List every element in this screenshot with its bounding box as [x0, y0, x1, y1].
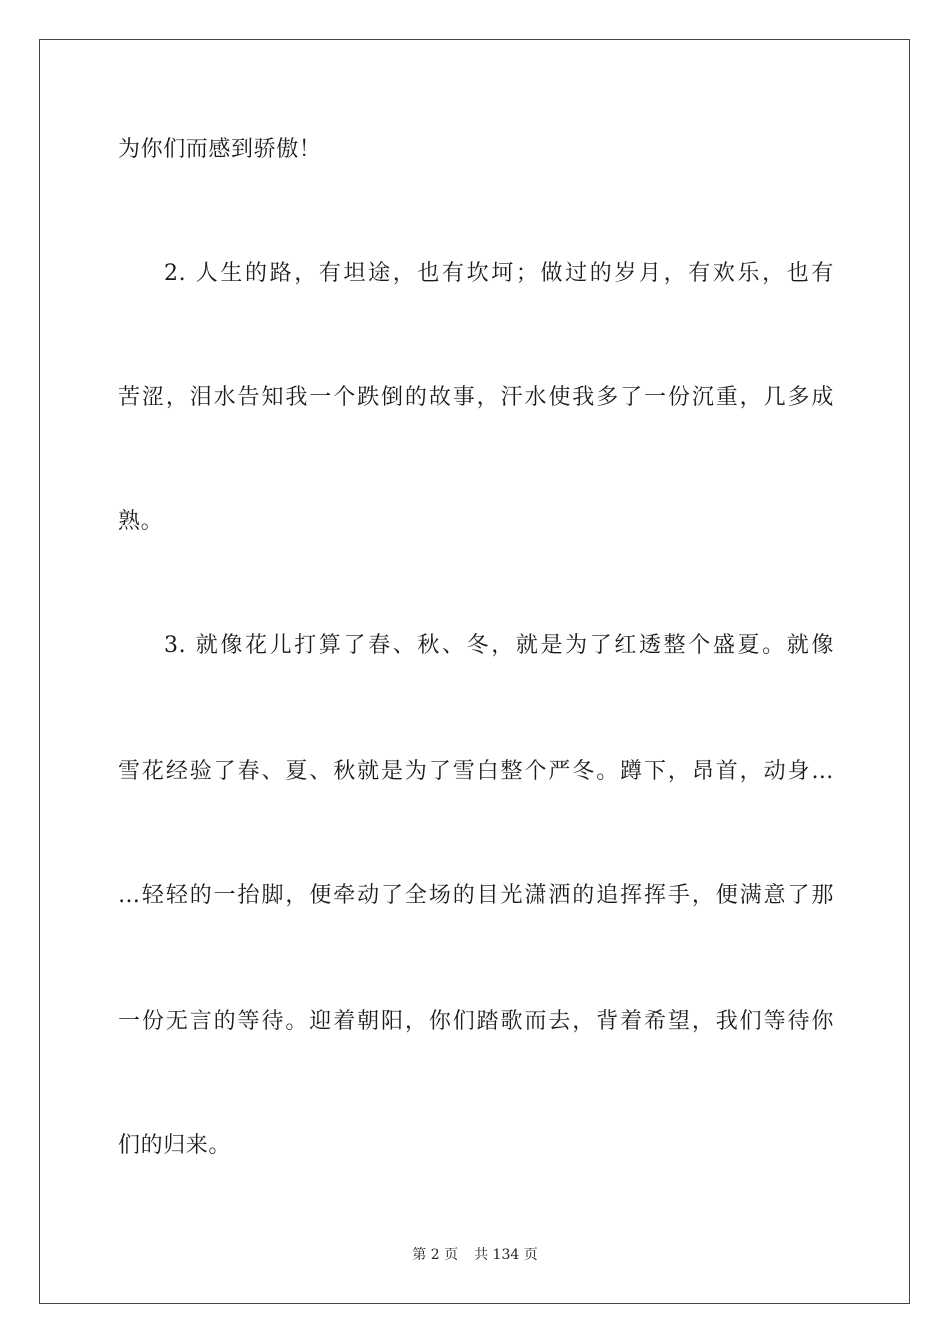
- text-line-5: 3. 就像花儿打算了春、秋、冬，就是为了红透整个盛夏。就像: [164, 633, 834, 658]
- page-border: [39, 39, 910, 1304]
- text-line-2: 2. 人生的路，有坦途，也有坎坷；做过的岁月，有欢乐，也有: [164, 261, 834, 286]
- text-line-6: 雪花经验了春、夏、秋就是为了雪白整个严冬。蹲下，昂首，动身…: [118, 759, 834, 784]
- text-line-1: 为你们而感到骄傲！: [118, 137, 322, 162]
- text-line-3: 苦涩，泪水告知我一个跌倒的故事，汗水使我多了一份沉重，几多成: [118, 385, 834, 410]
- text-line-7: …轻轻的一抬脚，便牵动了全场的目光潇洒的追挥挥手，便满意了那: [118, 883, 834, 908]
- text-line-4: 熟。: [118, 509, 164, 534]
- text-line-9: 们的归来。: [118, 1133, 232, 1158]
- page-footer: [0, 1245, 950, 1265]
- text-line-8: 一份无言的等待。迎着朝阳，你们踏歌而去，背着希望，我们等待你: [118, 1009, 834, 1034]
- page-number: 第 2 页: [412, 1247, 459, 1263]
- page-total: 共 134 页: [474, 1247, 538, 1263]
